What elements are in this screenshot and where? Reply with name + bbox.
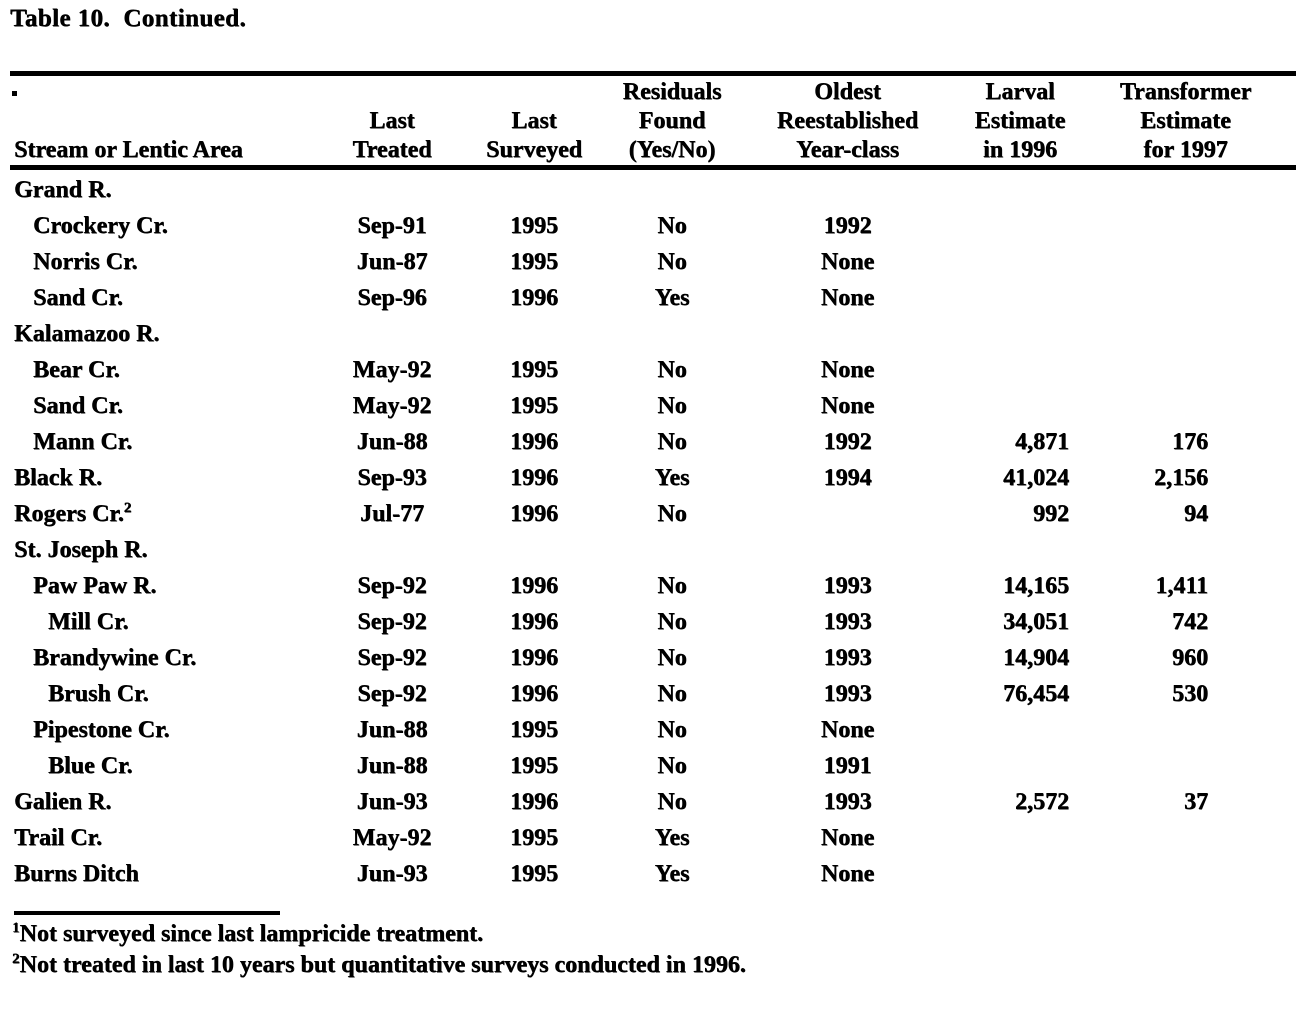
cell-last-treated: Sep-91 [357,213,427,239]
stream-name: Black R. [14,465,103,491]
cell-residuals-found: Yes [654,465,690,491]
cell-year-class: None [820,393,875,419]
cell-transformer-estimate [1075,820,1296,856]
cell-last-surveyed [454,532,614,568]
cell-stream-name [10,784,330,820]
table-title: Table 10. Continued. [10,5,247,32]
table-row [10,748,1296,784]
cell-stream-name [10,640,330,676]
cell-last-treated: Sep-92 [357,573,427,599]
cell-transformer-estimate [1075,748,1296,784]
cell-residuals-found: Yes [654,861,690,887]
footnote-1-marker: 1 [12,920,20,936]
column-header-transformer-estimate: Transformer Estimate for 1997 [1119,79,1252,163]
cell-residuals-found: No [657,753,687,779]
cell-last-surveyed: 1996 [510,501,558,527]
cell-larval-estimate [965,856,1075,892]
cell-larval-estimate: 14,904 [1003,645,1069,671]
cell-transformer-estimate [1075,280,1296,316]
cell-stream-name [10,712,330,748]
cell-stream-name [10,280,330,316]
cell-last-surveyed: 1995 [510,861,558,887]
cell-stream-name [10,316,330,352]
cell-larval-estimate: 76,454 [1003,681,1069,707]
stream-name: Sand Cr. [33,393,123,419]
cell-transformer-estimate [1075,388,1296,424]
footnote-1-text: Not surveyed since last lampricide treatment. [19,921,483,947]
cell-residuals-found: No [657,717,687,743]
cell-year-class: 1993 [823,609,872,635]
cell-last-treated: Sep-92 [357,609,427,635]
cell-year-class [730,532,965,568]
cell-residuals-found [614,316,730,352]
cell-last-treated: Jul-77 [359,501,424,527]
cell-stream-name [10,532,330,568]
cell-residuals-found: No [657,213,687,239]
column-header-stream: Stream or Lentic Area [14,137,243,163]
cell-last-treated: Jun-88 [356,753,428,779]
table-row [10,280,1296,316]
stream-name: Rogers Cr. [14,501,124,527]
cell-year-class: None [820,249,875,275]
cell-stream-name [10,172,330,208]
cell-stream-name [10,352,330,388]
cell-last-treated: May-92 [352,825,432,851]
stream-name: Brandywine Cr. [33,645,197,671]
footnote-2-marker: 2 [12,951,20,967]
table-row [10,640,1296,676]
cell-last-surveyed: 1995 [510,717,558,743]
cell-stream-name [10,676,330,712]
cell-year-class: None [820,825,875,851]
cell-residuals-found: No [657,249,687,275]
table-top-rule [10,71,1296,76]
cell-transformer-estimate [1075,316,1296,352]
cell-residuals-found [614,172,730,208]
cell-residuals-found [614,532,730,568]
cell-larval-estimate [965,712,1075,748]
cell-transformer-estimate [1075,532,1296,568]
cell-last-treated: Jun-88 [356,717,428,743]
cell-year-class: 1992 [823,213,872,239]
cell-larval-estimate [965,748,1075,784]
cell-stream-name [10,820,330,856]
stream-name: Galien R. [14,789,112,815]
stream-name: St. Joseph R. [14,537,148,563]
column-header-last-treated: Last Treated [352,108,432,163]
cell-year-class [730,172,965,208]
cell-year-class: 1992 [823,429,872,455]
cell-transformer-estimate: 742 [1172,609,1208,635]
cell-year-class: None [820,285,875,311]
stream-name: Sand Cr. [33,285,123,311]
table-row [10,352,1296,388]
cell-stream-name [10,856,330,892]
cell-year-class: 1993 [823,681,872,707]
cell-year-class: 1993 [823,645,872,671]
cell-year-class: 1991 [823,753,872,779]
table-body [10,172,1296,892]
cell-residuals-found: No [657,573,687,599]
cell-last-treated: Jun-93 [356,789,428,815]
cell-year-class: 1993 [823,573,872,599]
footnotes [12,919,746,981]
footnote-1 [12,919,746,950]
cell-larval-estimate [965,280,1075,316]
table-row [10,496,1296,532]
cell-last-treated [330,316,454,352]
cell-last-surveyed: 1995 [510,213,558,239]
cell-residuals-found: Yes [654,825,690,851]
cell-last-surveyed: 1996 [510,285,558,311]
cell-transformer-estimate [1075,208,1296,244]
stream-name: Crockery Cr. [33,213,168,239]
cell-larval-estimate [965,244,1075,280]
cell-residuals-found: No [657,789,687,815]
cell-last-treated [330,172,454,208]
stream-name: Grand R. [14,177,112,203]
cell-year-class [730,496,965,532]
table-row [10,568,1296,604]
table-row [10,784,1296,820]
table-row [10,388,1296,424]
cell-transformer-estimate [1075,856,1296,892]
column-header-last-surveyed: Last Surveyed [486,108,582,163]
cell-year-class: None [820,357,875,383]
cell-last-treated: Sep-93 [357,465,427,491]
cell-last-surveyed: 1995 [510,825,558,851]
cell-larval-estimate [965,208,1075,244]
cell-residuals-found: No [657,393,687,419]
cell-transformer-estimate [1075,244,1296,280]
cell-stream-name [10,388,330,424]
cell-last-surveyed: 1995 [510,393,558,419]
cell-residuals-found: No [657,645,687,671]
table-row [10,532,1296,568]
table-row [10,208,1296,244]
cell-transformer-estimate [1075,172,1296,208]
stream-name: Norris Cr. [33,249,138,275]
cell-year-class: 1993 [823,789,872,815]
cell-last-surveyed [454,172,614,208]
cell-transformer-estimate: 176 [1172,429,1208,455]
cell-larval-estimate: 992 [1033,501,1069,527]
cell-larval-estimate [965,532,1075,568]
cell-year-class: None [820,717,875,743]
cell-last-treated: May-92 [352,393,432,419]
cell-residuals-found: No [657,681,687,707]
cell-last-surveyed: 1996 [510,573,558,599]
stream-name: Burns Ditch [14,861,139,887]
cell-last-treated: Jun-87 [356,249,428,275]
cell-larval-estimate [965,316,1075,352]
table-row [10,244,1296,280]
cell-transformer-estimate: 37 [1184,789,1208,815]
stream-name: Bear Cr. [33,357,120,383]
table-row [10,316,1296,352]
cell-last-treated: Jun-93 [356,861,428,887]
cell-last-surveyed: 1996 [510,429,558,455]
cell-last-surveyed: 1996 [510,609,558,635]
cell-larval-estimate [965,820,1075,856]
stream-name: Mill Cr. [48,609,129,635]
cell-stream-name [10,460,330,496]
cell-year-class [730,316,965,352]
cell-residuals-found: No [657,429,687,455]
column-header-year-class: Oldest Reestablished Year-class [776,79,919,163]
cell-last-treated: Sep-96 [357,285,427,311]
footnote-marker: 2 [123,500,132,516]
cell-transformer-estimate: 2,156 [1154,465,1208,491]
cell-larval-estimate [965,352,1075,388]
stream-name: Paw Paw R. [33,573,157,599]
cell-last-surveyed: 1996 [510,645,558,671]
stream-name: Trail Cr. [14,825,102,851]
table-row [10,820,1296,856]
cell-transformer-estimate: 94 [1184,501,1208,527]
footnote-2 [12,950,746,981]
table-row [10,424,1296,460]
stream-name: Kalamazoo R. [14,321,160,347]
stream-name: Pipestone Cr. [33,717,170,743]
footnote-2-text: Not treated in last 10 years but quantitative surveys conducted in 1996. [19,952,746,978]
cell-last-treated: Sep-92 [357,645,427,671]
cell-year-class: None [820,861,875,887]
cell-last-surveyed: 1995 [510,753,558,779]
cell-last-treated [330,532,454,568]
table-row [10,172,1296,208]
cell-last-treated: Jun-88 [356,429,428,455]
cell-last-treated: May-92 [352,357,432,383]
cell-transformer-estimate: 960 [1172,645,1208,671]
cell-transformer-estimate: 1,411 [1155,573,1208,599]
cell-transformer-estimate [1075,352,1296,388]
cell-larval-estimate [965,388,1075,424]
header-bottom-rule [10,165,1296,170]
cell-last-surveyed [454,316,614,352]
cell-larval-estimate: 34,051 [1003,609,1069,635]
column-header-larval-estimate: Larval Estimate in 1996 [974,79,1066,163]
stream-name: Mann Cr. [33,429,133,455]
cell-last-treated: Sep-92 [357,681,427,707]
cell-residuals-found: Yes [654,285,690,311]
stream-name: Brush Cr. [48,681,149,707]
table-row [10,856,1296,892]
cell-residuals-found: No [657,501,687,527]
cell-larval-estimate [965,172,1075,208]
cell-larval-estimate: 4,871 [1015,429,1069,455]
table-row [10,712,1296,748]
cell-stream-name [10,568,330,604]
table-row [10,676,1296,712]
cell-stream-name [10,208,330,244]
cell-stream-name [10,244,330,280]
cell-stream-name [10,748,330,784]
table-header [10,78,1296,164]
cell-last-surveyed: 1996 [510,465,558,491]
cell-stream-name [10,496,330,532]
cell-residuals-found: No [657,609,687,635]
cell-year-class: 1994 [823,465,872,491]
cell-last-surveyed: 1995 [510,249,558,275]
cell-stream-name [10,604,330,640]
cell-larval-estimate: 14,165 [1003,573,1069,599]
cell-residuals-found: No [657,357,687,383]
cell-last-surveyed: 1996 [510,681,558,707]
cell-last-surveyed: 1995 [510,357,558,383]
cell-larval-estimate: 2,572 [1015,789,1069,815]
cell-larval-estimate: 41,024 [1003,465,1069,491]
cell-stream-name [10,424,330,460]
cell-transformer-estimate [1075,712,1296,748]
footnote-separator-rule [14,911,280,915]
stream-name: Blue Cr. [48,753,133,779]
table-row [10,460,1296,496]
column-header-residuals-found: Residuals Found (Yes/No) [622,79,722,163]
table-row [10,604,1296,640]
cell-transformer-estimate: 530 [1172,681,1208,707]
cell-last-surveyed: 1996 [510,789,558,815]
